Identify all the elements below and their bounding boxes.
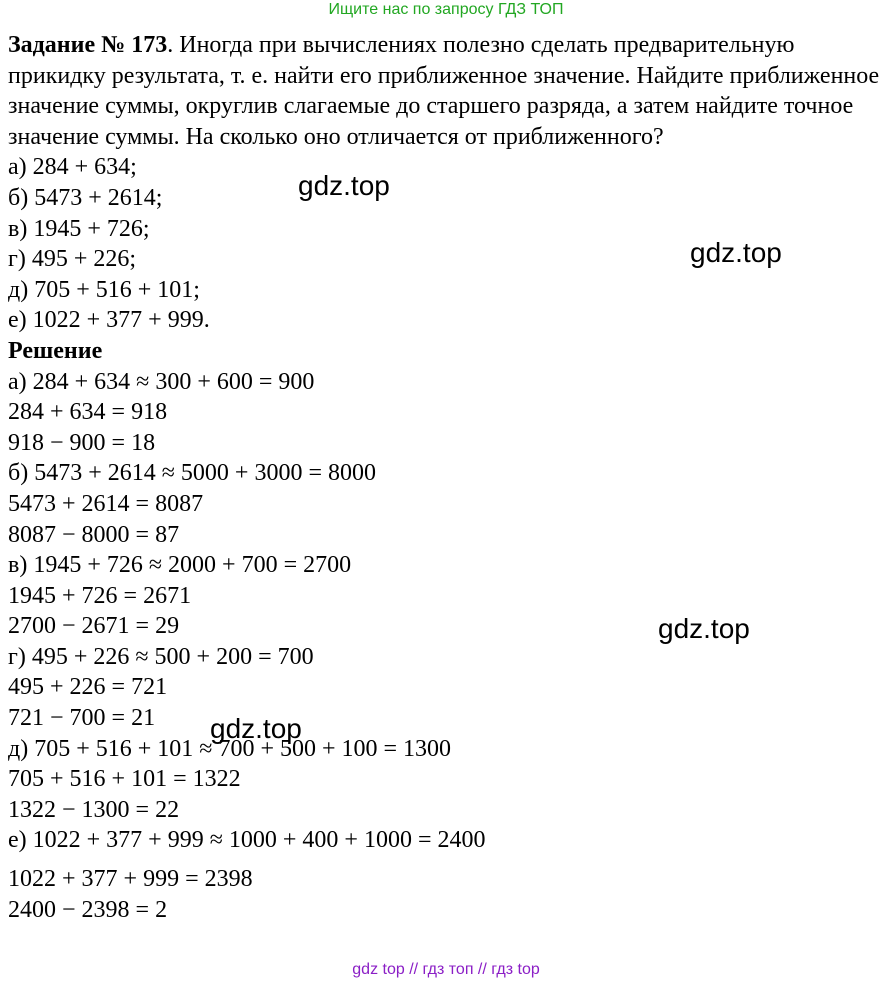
- task-label: Задание № 173: [8, 32, 168, 58]
- solution-line: 284 + 634 = 918: [8, 399, 168, 426]
- solution-line: 8087 − 8000 = 87: [8, 521, 180, 548]
- solution-line: 918 − 900 = 18: [8, 429, 156, 456]
- solution-line: 1322 − 1300 = 22: [8, 796, 180, 823]
- exercise-d: д) 705 + 516 + 101;: [8, 276, 200, 303]
- solution-line: 705 + 516 + 101 = 1322: [8, 766, 241, 793]
- exercise-g: г) 495 + 226;: [8, 246, 137, 273]
- bottom-banner: gdz top // гдз топ // гдз top: [352, 961, 540, 978]
- watermark: gdz.top: [210, 713, 302, 744]
- watermark: gdz.top: [298, 170, 390, 201]
- watermark: gdz.top: [658, 613, 750, 644]
- solution-line: б) 5473 + 2614 ≈ 5000 + 3000 = 8000: [8, 460, 376, 487]
- document-body: [8, 30, 888, 925]
- solution-line: г) 495 + 226 ≈ 500 + 200 = 700: [8, 643, 314, 670]
- solution-heading: Решение: [8, 337, 103, 364]
- watermark: gdz.top: [690, 237, 782, 268]
- task-statement: [8, 30, 888, 152]
- solution-line: е) 1022 + 377 + 999 ≈ 1000 + 400 + 1000 = 2400: [8, 827, 486, 854]
- solution-line: 2400 − 2398 = 2: [8, 896, 168, 923]
- solution-line: а) 284 + 634 ≈ 300 + 600 = 900: [8, 368, 315, 395]
- solution-line: 2700 − 2671 = 29: [8, 613, 180, 640]
- exercise-b: б) 5473 + 2614;: [8, 184, 163, 211]
- solution-line: 1945 + 726 = 2671: [8, 582, 192, 609]
- exercise-e: е) 1022 + 377 + 999.: [8, 307, 210, 334]
- top-banner: Ищите нас по запросу ГДЗ ТОП: [328, 1, 564, 18]
- exercise-v: в) 1945 + 726;: [8, 215, 150, 242]
- solution-line: в) 1945 + 726 ≈ 2000 + 700 = 2700: [8, 552, 352, 579]
- solution-line: 721 − 700 = 21: [8, 705, 156, 732]
- task-text: . Иногда при вычислениях полезно сделать предварительную прикидку результата, т. е. найти его приближенное значение. Найдите приближенное значение суммы, округлив слагаемые до старшего разряда, а затем найдите точное значение суммы. На сколько оно отличается от приближенного?: [8, 32, 880, 150]
- exercise-a: а) 284 + 634;: [8, 154, 137, 181]
- solution-line: 5473 + 2614 = 8087: [8, 490, 204, 517]
- solution-line: д) 705 + 516 + 101 ≈ 700 + 500 + 100 = 1300: [8, 735, 452, 762]
- solution-line: 495 + 226 = 721: [8, 674, 168, 701]
- solution-line: 1022 + 377 + 999 = 2398: [8, 866, 253, 893]
